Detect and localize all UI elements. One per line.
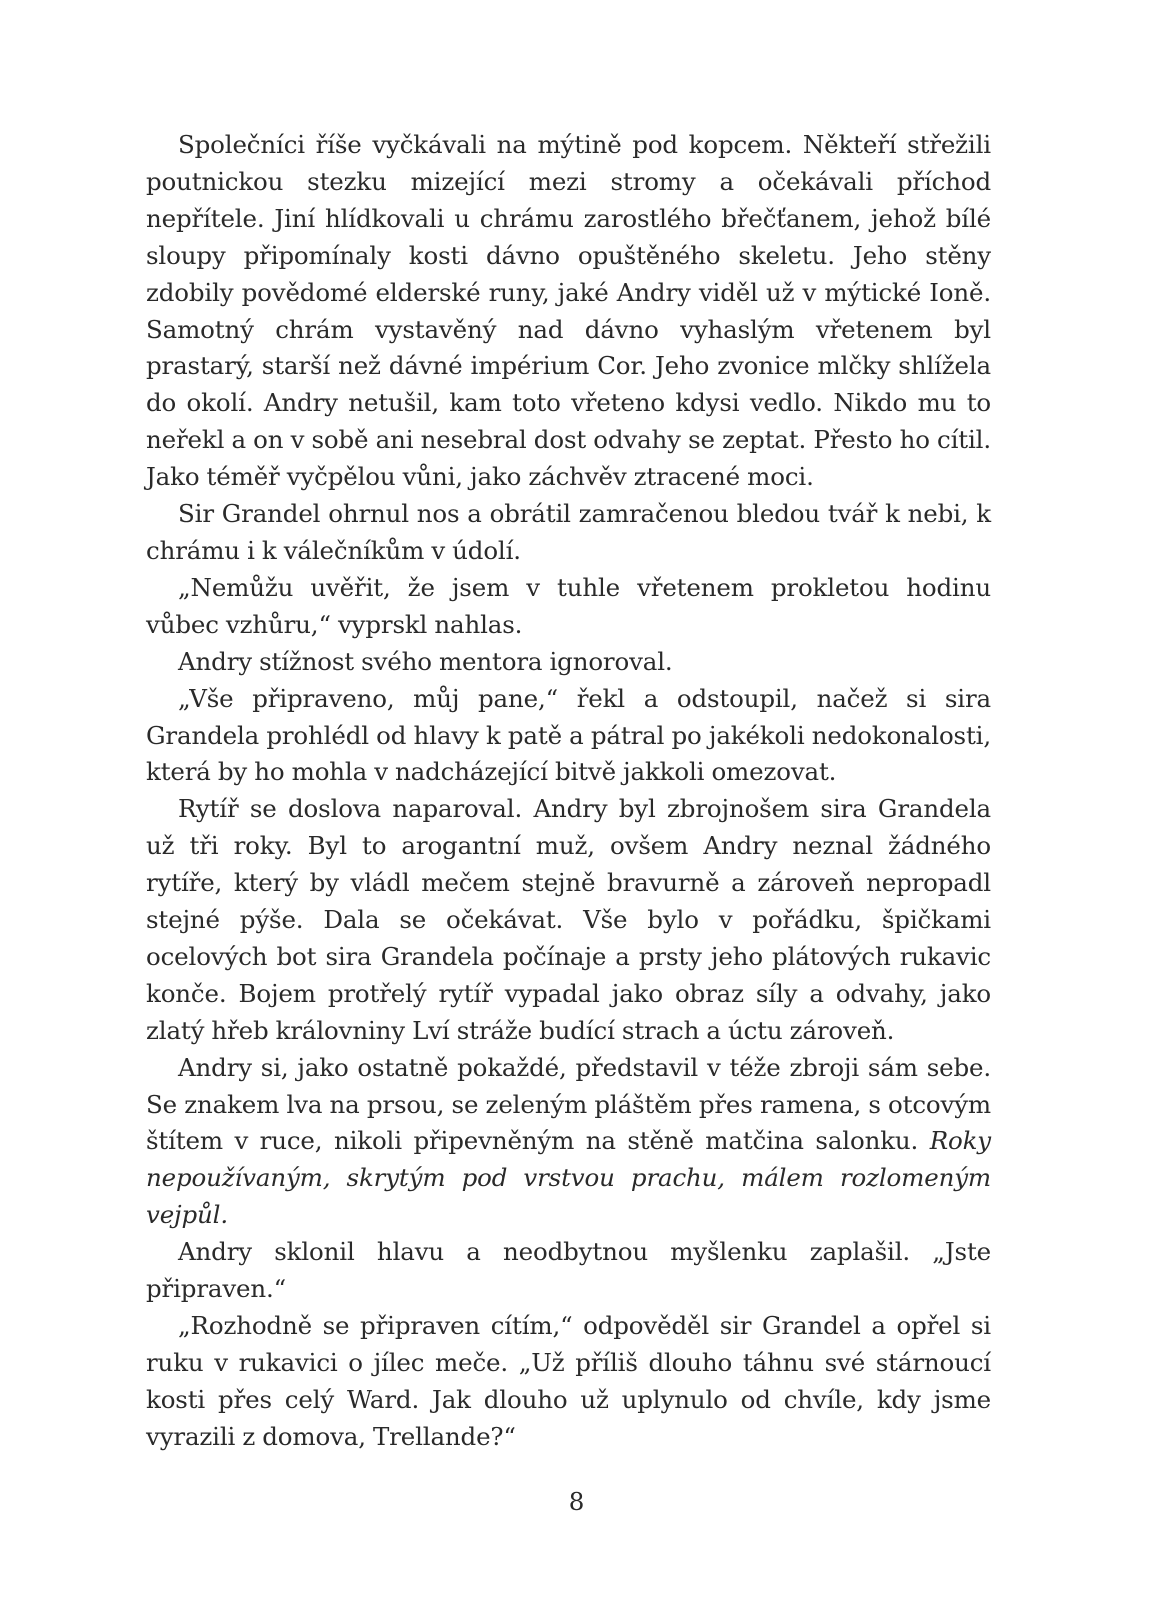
paragraph-2: Sir Grandel ohrnul nos a obrátil zamračenou bledou tvář k nebi, k chrámu i k válečníkům v údolí.	[146, 499, 991, 565]
paragraph-8: Andry sklonil hlavu a neodbytnou myšlenku zaplašil. „Jste připraven.“	[146, 1237, 991, 1304]
paragraph-7	[146, 1050, 991, 1235]
paragraph-5: „Vše připraveno, můj pane,“ řekl a odstoupil, načež si sira Grandela prohlédl od hlavy k patě a pátral po jakékoli nedokonalosti, která by ho mohla v nadcházející bitvě jakkoli omezovat.	[146, 683, 991, 787]
body-text	[146, 127, 991, 1456]
paragraph-7-italic: Roky nepoužívaným, skrytým pod vrstvou prachu, málem rozlomeným vejpůl.	[146, 1126, 991, 1230]
paragraph-4: Andry stížnost svého mentora ignoroval.	[178, 646, 673, 676]
paragraph-6: Rytíř se doslova naparoval. Andry byl zbrojnošem sira Grandela už tři roky. Byl to arogantní muž, ovšem Andry neznal žádného rytíře, který by vládl mečem stejně bravurně a zároveň nepropadl stejné pýše. Dala se očekávat. Vše bylo v pořádku, špičkami ocelových bot sira Grandela počínaje a prsty jeho plátových rukavic konče. Bojem protřelý rytíř vypadal jako obraz síly a odvahy, jako zlatý hřeb královniny Lví stráže budící strach a úctu zároveň.	[146, 794, 991, 1045]
page-number: 8	[568, 1487, 585, 1516]
paragraph-9: „Rozhodně se připraven cítím,“ odpověděl sir Grandel a opřel si ruku v rukavici o jílec meče. „Už příliš dlouho táhnu své stárnoucí kosti přes celý Ward. Jak dlouho už uplynulo od chvíle, kdy jsme vyrazili z domova, Trellande?“	[146, 1311, 991, 1451]
paragraph-3: „Nemůžu uvěřit, že jsem v tuhle vřetenem prokletou hodinu vůbec vzhůru,“ vyprskl nahlas.	[146, 572, 991, 639]
paragraph-7-text: Andry si, jako ostatně pokaždé, představil v téže zbroji sám sebe. Se znakem lva na prsou, se zeleným pláštěm přes ramena, s otcovým štítem v ruce, nikoli připevněným na stěně matčina salonku.	[146, 1052, 991, 1156]
paragraph-1: Společníci říše vyčkávali na mýtině pod kopcem. Někteří střežili poutnickou stezku mizející mezi stromy a očekávali příchod nepřítele. Jiní hlídkovali u chrámu zarostlého břečťanem, jehož bílé sloupy připomínaly kosti dávno opuštěného skeletu. Jeho stěny zdobily povědomé elderské runy, jaké Andry viděl už v mýtické Ioně. Samotný chrám vystavěný nad dávno vyhaslým vřetenem byl prastarý, starší než dávné impérium Cor. Jeho zvonice mlčky shlížela do okolí. Andry netušil, kam toto vřeteno kdysi vedlo. Nikdo mu to neřekl a on v sobě ani nesebral dost odvahy se zeptat. Přesto ho cítil. Jako téměř vyčpělou vůni, jako záchvěv ztracené moci.	[146, 130, 991, 492]
